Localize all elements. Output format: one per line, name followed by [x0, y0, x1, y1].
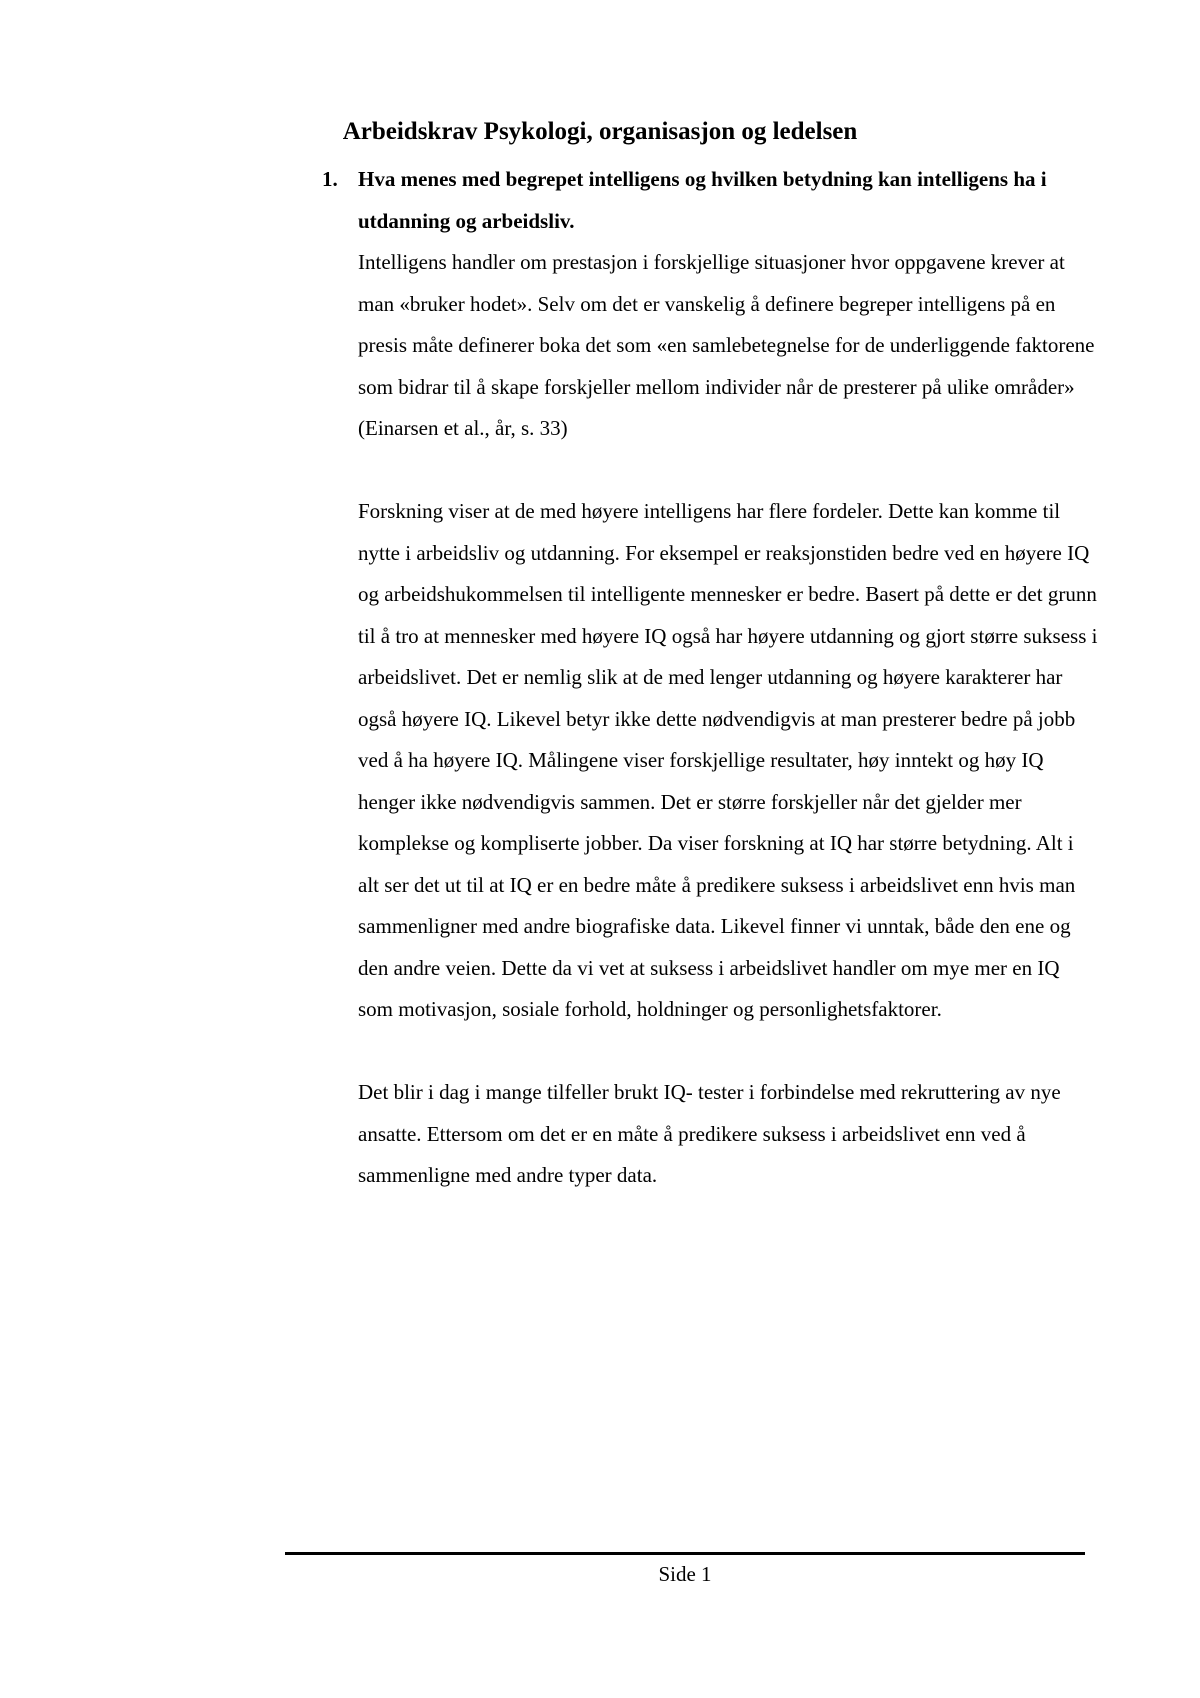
document-body	[358, 159, 1098, 1197]
footer-divider	[285, 1552, 1085, 1555]
page-number: Side 1	[658, 1562, 712, 1586]
paragraph-spacer	[358, 450, 1098, 492]
question-heading: Hva menes med begrepet intelligens og hvilken betydning kan intelligens ha i utdanning og arbeidsliv.	[358, 167, 1047, 233]
document-title: Arbeidskrav Psykologi, organisasjon og ledelsen	[342, 118, 858, 145]
paragraph-spacer	[358, 1031, 1098, 1073]
question-number: 1.	[322, 167, 338, 191]
body-paragraph-1: Intelligens handler om prestasjon i forskjellige situasjoner hvor oppgavene krever at man «bruker hodet». Selv om det er vanskelig å definere begreper intelligens på en presis måte definerer boka det som «en samlebetegnelse for de underliggende faktorene som bidrar til å skape forskjeller mellom individer når de presterer på ulike områder» (Einarsen et al., år, s. 33)	[358, 250, 1095, 440]
body-paragraph-2: Forskning viser at de med høyere intelligens har flere fordeler. Dette kan komme til nytte i arbeidsliv og utdanning. For eksempel er reaksjonstiden bedre ved en høyere IQ og arbeidshukommelsen til intelligente mennesker er bedre. Basert på dette er det grunn til å tro at mennesker med høyere IQ også har høyere utdanning og gjort større suksess i arbeidslivet. Det er nemlig slik at de med lenger utdanning og høyere karakterer har også høyere IQ. Likevel betyr ikke dette nødvendigvis at man presterer bedre på jobb ved å ha høyere IQ. Målingene viser forskjellige resultater, høy inntekt og høy IQ henger ikke nødvendigvis sammen. Det er større forskjeller når det gjelder mer komplekse og kompliserte jobber. Da viser forskning at IQ har større betydning. Alt i alt ser det ut til at IQ er en bedre måte å predikere suksess i arbeidslivet enn hvis man sammenligner med andre biografiske data. Likevel finner vi unntak, både den ene og den andre veien. Dette da vi vet at suksess i arbeidslivet handler om mye mer en IQ som motivasjon, sosiale forhold, holdninger og personlighetsfaktorer.	[358, 499, 1098, 1021]
body-paragraph-3: Det blir i dag i mange tilfeller brukt IQ- tester i forbindelse med rekruttering av nye ansatte. Ettersom om det er en måte å predikere suksess i arbeidslivet enn ved å sammenligne med andre typer data.	[358, 1080, 1061, 1187]
